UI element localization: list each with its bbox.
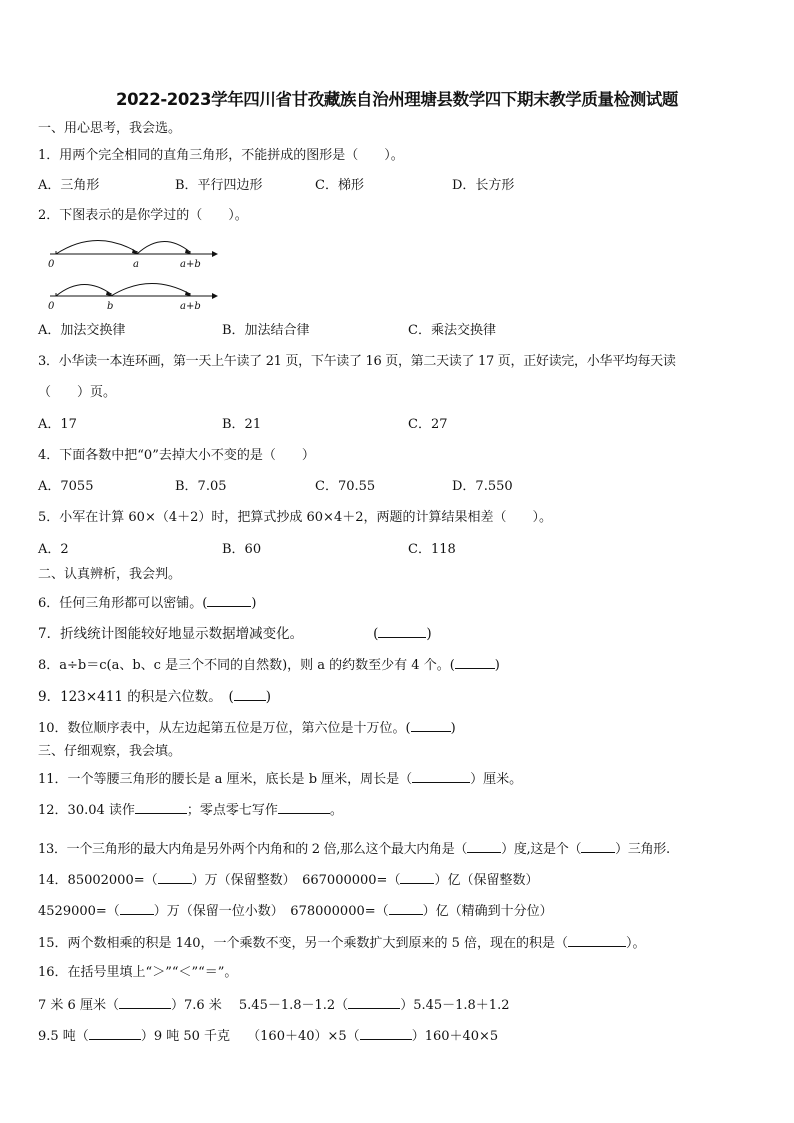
q4-option-d[interactable]: D．7.550	[452, 479, 513, 494]
question-2-stem: 2．下图表示的是你学过的（ ）。	[38, 208, 248, 223]
q13-text-pre: 13．一个三角形的最大内角是另外两个内角和的 2 倍,那么这个最大内角是（	[38, 842, 468, 857]
q9-close-paren: )	[265, 689, 272, 705]
q3-option-c[interactable]: C．27	[408, 417, 448, 432]
q15-text-post: ）。	[626, 936, 646, 951]
q11-text-post: ）厘米。	[470, 772, 523, 787]
q16-r2-text-c: ）160＋40×5	[411, 1029, 499, 1044]
q16-answer-blank-4[interactable]	[360, 1027, 412, 1040]
section-1-heading: 一、用心思考，我会选。	[38, 121, 182, 136]
line2-label-ab: a+b	[180, 301, 201, 312]
q12-text-mid: ；零点零七写作	[186, 803, 278, 818]
q6-answer-blank[interactable]	[207, 594, 251, 607]
page-title: 2022-2023学年四川省甘孜藏族自治州理塘县数学四下期末教学质量检测试题	[116, 90, 678, 109]
q14-l1-text-c: ）亿（保留整数）	[434, 873, 539, 888]
q13-answer-blank-2[interactable]	[581, 840, 615, 853]
q1-option-d[interactable]: D．长方形	[452, 178, 515, 193]
q4-option-c[interactable]: C．70.55	[315, 479, 376, 494]
q16-r2-text-a: 9.5 吨（	[38, 1029, 89, 1044]
q16-r1-text-a: 7 米 6 厘米（	[38, 998, 119, 1013]
q7-text: 7．折线统计图能较好地显示数据增减变化。	[38, 626, 304, 642]
q12-text-pre: 12．30.04 读作	[38, 803, 135, 818]
q14-l2-text-c: ）亿（精确到十分位）	[422, 904, 553, 919]
question-8	[38, 656, 500, 674]
q16-r1-text-c: ）5.45－1.8＋1.2	[400, 998, 510, 1013]
q12-answer-blank-1[interactable]	[135, 801, 187, 814]
q11-answer-blank[interactable]	[412, 770, 470, 783]
question-3-stem-line1: 3．小华读一本连环画，第一天上午读了 21 页，下午读了 16 页，第二天读了 17 页，正好读完，小华平均每天读	[38, 354, 676, 369]
q14-answer-blank-4[interactable]	[389, 902, 423, 915]
question-3-stem-line2: （ ）页。	[38, 385, 117, 400]
number-line-2	[48, 283, 218, 312]
q5-option-b[interactable]: B．60	[222, 542, 262, 557]
line2-label-0: 0	[48, 301, 55, 312]
q12-answer-blank-2[interactable]	[278, 801, 330, 814]
q13-answer-blank-1[interactable]	[467, 840, 501, 853]
question-1-stem: 1．用两个完全相同的直角三角形，不能拼成的图形是（ ）。	[38, 148, 404, 163]
question-15	[38, 934, 646, 952]
q16-answer-blank-3[interactable]	[89, 1027, 141, 1040]
question-16-stem: 16．在括号里填上“＞”“＜”“＝”。	[38, 965, 238, 980]
question-11	[38, 770, 522, 788]
line1-label-ab: a+b	[180, 259, 201, 270]
line2-label-b: b	[107, 301, 114, 312]
q2-option-b[interactable]: B．加法结合律	[222, 323, 310, 338]
q6-text: 6．任何三角形都可以密铺。(	[38, 596, 208, 611]
section-2-heading: 二、认真辨析，我会判。	[38, 567, 182, 582]
q14-answer-blank-3[interactable]	[120, 902, 154, 915]
question-14-line1	[38, 871, 538, 889]
q16-answer-blank-1[interactable]	[119, 996, 171, 1009]
q14-l1-text-a: 14．85002000=（	[38, 873, 158, 888]
q16-r2-text-b: ）9 吨 50 千克 （160＋40）×5（	[140, 1029, 360, 1044]
q4-option-b[interactable]: B．7.05	[175, 479, 227, 494]
q14-l2-text-b: ）万（保留一位小数） 678000000=（	[153, 904, 389, 919]
q1-option-b[interactable]: B．平行四边形	[175, 178, 263, 193]
line1-label-0: 0	[48, 259, 55, 270]
q6-close-paren: )	[251, 596, 257, 611]
q15-answer-blank[interactable]	[568, 934, 626, 947]
q15-text-pre: 15．两个数相乘的积是 140，一个乘数不变，另一个乘数扩大到原来的 5 倍，现在的积是（	[38, 936, 569, 951]
q3-option-a[interactable]: A．17	[38, 417, 77, 432]
q14-answer-blank-1[interactable]	[158, 871, 192, 884]
q16-r1-text-b: ）7.6 米 5.45－1.8－1.2（	[170, 998, 349, 1013]
question-7	[38, 625, 432, 642]
q8-close-paren: )	[494, 658, 500, 673]
q1-option-a[interactable]: A．三角形	[38, 178, 100, 193]
q4-option-a[interactable]: A．7055	[38, 479, 94, 494]
q16-answer-blank-2[interactable]	[348, 996, 400, 1009]
question-6	[38, 594, 256, 612]
question-12	[38, 801, 343, 819]
q5-option-a[interactable]: A．2	[38, 542, 69, 557]
q1-option-c[interactable]: C．梯形	[315, 178, 364, 193]
q7-answer-blank[interactable]	[378, 625, 426, 638]
q9-text: 9．123×411 的积是六位数。 (	[38, 689, 234, 705]
question-16-row-2	[38, 1027, 498, 1045]
q7-open-paren: (	[373, 626, 379, 642]
q8-text: 8．a÷b＝c(a、b、c 是三个不同的自然数)，则 a 的约数至少有 4 个。(	[38, 658, 455, 673]
question-13	[38, 840, 670, 858]
q14-answer-blank-2[interactable]	[400, 871, 434, 884]
q2-option-a[interactable]: A．加法交换律	[38, 323, 126, 338]
q7-close-paren: )	[426, 626, 432, 642]
question-16-row-1	[38, 996, 509, 1014]
question-9	[38, 688, 271, 705]
line1-label-a: a	[133, 259, 139, 270]
number-line-figure	[40, 228, 220, 316]
number-line-1	[48, 240, 218, 270]
q5-option-c[interactable]: C．118	[408, 542, 456, 557]
q10-text: 10．数位顺序表中，从左边起第五位是万位，第六位是十万位。(	[38, 721, 411, 736]
q12-text-post: 。	[329, 803, 343, 818]
q2-option-c[interactable]: C．乘法交换律	[408, 323, 496, 338]
question-10	[38, 719, 456, 737]
q10-answer-blank[interactable]	[411, 719, 451, 732]
question-4-stem: 4．下面各数中把“0”去掉大小不变的是（ ）	[38, 448, 315, 463]
question-5-stem: 5．小军在计算 60×（4＋2）时，把算式抄成 60×4＋2，两题的计算结果相差（ ）。	[38, 510, 552, 525]
q8-answer-blank[interactable]	[455, 656, 495, 669]
question-14-line2	[38, 902, 553, 920]
q13-text-mid: ）度,这是个（	[501, 842, 582, 857]
q14-l1-text-b: ）万（保留整数） 667000000=（	[191, 873, 401, 888]
q13-text-post: ）三角形.	[615, 842, 670, 857]
q10-close-paren: )	[450, 721, 456, 736]
q9-answer-blank[interactable]	[234, 688, 266, 701]
q14-l2-text-a: 4529000=（	[38, 904, 120, 919]
section-3-heading: 三、仔细观察，我会填。	[38, 744, 182, 759]
q3-option-b[interactable]: B．21	[222, 417, 262, 432]
q11-text-pre: 11．一个等腰三角形的腰长是 a 厘米，底长是 b 厘米，周长是（	[38, 772, 413, 787]
